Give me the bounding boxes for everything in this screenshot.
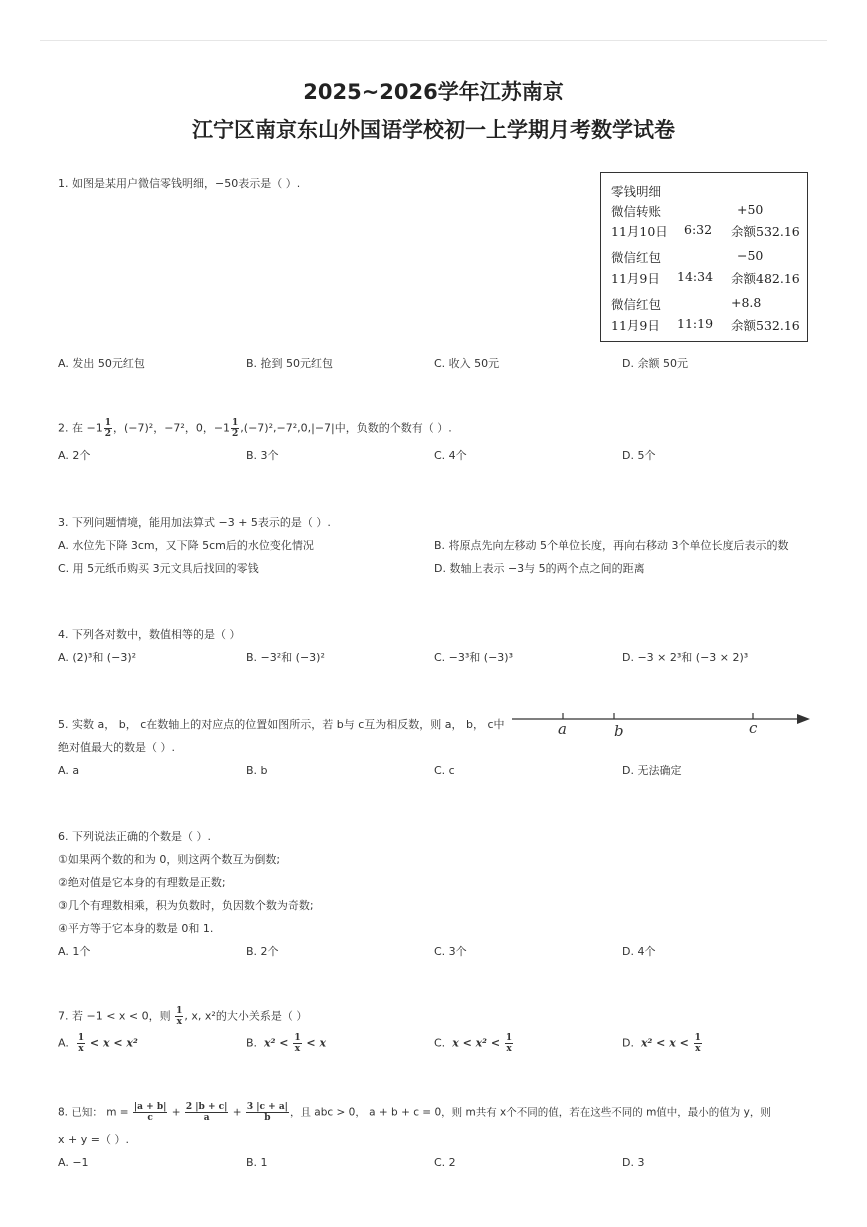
q3-option-d[interactable]: D. 数轴上表示 −3与 5的两个点之间的距离 bbox=[434, 562, 645, 575]
wallet-header: 零钱明细 bbox=[611, 184, 662, 199]
q7-option-d[interactable]: D. x² < x < $\frac{1}{x}$ bbox=[622, 1033, 701, 1054]
question-2-text bbox=[58, 418, 452, 439]
q1-option-c[interactable]: C. 收入 50元 bbox=[434, 357, 500, 370]
q2-option-b[interactable]: B. 3个 bbox=[246, 449, 279, 462]
q7-prefix: 7. 若 −1 < x < 0，则 bbox=[58, 1009, 175, 1023]
q2-prefix: 2. 在 −1 bbox=[58, 421, 103, 435]
page-title-line-2: 江宁区南京东山外国语学校初一上学期月考数学试卷 bbox=[192, 118, 675, 142]
wallet-row-2-time: 14:34 bbox=[677, 269, 714, 284]
q6-statement-3: ③几个有理数相乘，积为负数时，负因数个数为奇数; bbox=[58, 899, 314, 912]
q8-fraction-3: $\frac{3 |c + a|}{b}$ bbox=[246, 1102, 288, 1123]
q7-suffix: , x, x²的大小关系是（ ） bbox=[184, 1009, 308, 1023]
q7-option-b[interactable]: B. x² < $\frac{1}{x}$ < x bbox=[246, 1033, 327, 1054]
q8-option-c[interactable]: C. 2 bbox=[434, 1156, 456, 1169]
wallet-row-2-date: 11月9日 bbox=[611, 271, 660, 286]
q2-option-c[interactable]: C. 4个 bbox=[434, 449, 467, 462]
q6-option-b[interactable]: B. 2个 bbox=[246, 945, 279, 958]
wallet-row-1-balance: 余额532.16 bbox=[731, 224, 800, 239]
wallet-row-2-amount: −50 bbox=[737, 248, 764, 263]
q8-prefix: 8. 已知： m = bbox=[58, 1106, 132, 1119]
q7-option-c[interactable]: C. x < x² < $\frac{1}{x}$ bbox=[434, 1033, 513, 1054]
q1-option-d[interactable]: D. 余额 50元 bbox=[622, 357, 688, 370]
top-divider bbox=[40, 40, 827, 41]
number-line-figure bbox=[510, 705, 815, 741]
question-8-text: 8. 已知： m = $\frac{|a + b|}{c}$ + $\frac{2 |b + c|}{a}$ + $\frac{3 |c + a|}{b}$ ，且 abc > 0， a + b + c = 0，则 m共有 x个不同的值，若在这些不同的 m值中，最小的值为 y，则 bbox=[58, 1102, 771, 1123]
label-c: c bbox=[749, 719, 758, 737]
wallet-row-1-amount: +50 bbox=[737, 202, 764, 217]
q2-fraction-1: $\frac{1}{2}$ bbox=[104, 418, 111, 439]
q6-option-d[interactable]: D. 4个 bbox=[622, 945, 656, 958]
q8-fraction-1: $\frac{|a + b|}{c}$ bbox=[133, 1102, 167, 1123]
wallet-row-2-name: 微信红包 bbox=[611, 250, 662, 265]
page-title-line-1: 2025~2026学年江苏南京 bbox=[303, 80, 564, 104]
question-6-text: 6. 下列说法正确的个数是（ ）. bbox=[58, 830, 211, 843]
wallet-detail-figure bbox=[600, 172, 808, 342]
q5-option-c[interactable]: C. c bbox=[434, 764, 455, 777]
q4-option-b[interactable]: B. −3²和 (−3)² bbox=[246, 651, 325, 664]
label-b: b bbox=[614, 722, 624, 740]
wallet-row-1-time: 6:32 bbox=[684, 222, 713, 237]
wallet-row-3-time: 11:19 bbox=[677, 316, 714, 331]
q1-option-b[interactable]: B. 抢到 50元红包 bbox=[246, 357, 334, 370]
question-5-line-2: 绝对值最大的数是（ ）. bbox=[58, 741, 175, 754]
wallet-row-3-name: 微信红包 bbox=[611, 297, 662, 312]
question-1-text: 1. 如图是某用户微信零钱明细，−50表示是（ ）. bbox=[58, 177, 301, 190]
q4-option-d[interactable]: D. −3 × 2³和 (−3 × 2)³ bbox=[622, 651, 749, 664]
q2-option-a[interactable]: A. 2个 bbox=[58, 449, 91, 462]
q8-suffix: ，且 abc > 0， a + b + c = 0，则 m共有 x个不同的值，若在这些不同的 m值中，最小的值为 y，则 bbox=[289, 1106, 771, 1119]
q6-option-a[interactable]: A. 1个 bbox=[58, 945, 91, 958]
q6-statement-4: ④平方等于它本身的数是 0和 1. bbox=[58, 922, 214, 935]
wallet-row-1-date: 11月10日 bbox=[611, 224, 668, 239]
q2-tail: ,(−7)²,−7²,0,|−7|中，负数的个数有（ ）. bbox=[240, 421, 452, 435]
wallet-row-3-amount: +8.8 bbox=[731, 295, 762, 310]
question-8-line-2: x + y =（ ）. bbox=[58, 1133, 129, 1146]
wallet-row-3-balance: 余额532.16 bbox=[731, 318, 800, 333]
question-5-line-1: 5. 实数 a， b， c在数轴上的对应点的位置如图所示，若 b与 c互为相反数，则 a， b， c中 bbox=[58, 718, 505, 731]
q2-option-d[interactable]: D. 5个 bbox=[622, 449, 656, 462]
q4-option-a[interactable]: A. (2)³和 (−3)² bbox=[58, 651, 137, 664]
question-4-text: 4. 下列各对数中，数值相等的是（ ） bbox=[58, 628, 241, 641]
q8-option-d[interactable]: D. 3 bbox=[622, 1156, 645, 1169]
question-3-text: 3. 下列问题情境，能用加法算式 −3 + 5表示的是（ ）. bbox=[58, 516, 331, 529]
q4-option-c[interactable]: C. −3³和 (−3)³ bbox=[434, 651, 514, 664]
wallet-row-3-date: 11月9日 bbox=[611, 318, 660, 333]
q1-option-a[interactable]: A. 发出 50元红包 bbox=[58, 357, 145, 370]
q3-option-a[interactable]: A. 水位先下降 3cm，又下降 5cm后的水位变化情况 bbox=[58, 539, 314, 552]
wallet-row-1-name: 微信转账 bbox=[611, 204, 662, 219]
q6-statement-2: ②绝对值是它本身的有理数是正数; bbox=[58, 876, 226, 889]
q8-option-a[interactable]: A. −1 bbox=[58, 1156, 89, 1169]
q6-statement-1: ①如果两个数的和为 0，则这两个数互为倒数; bbox=[58, 853, 281, 866]
q5-option-a[interactable]: A. a bbox=[58, 764, 80, 777]
q8-option-b[interactable]: B. 1 bbox=[246, 1156, 268, 1169]
q5-option-b[interactable]: B. b bbox=[246, 764, 268, 777]
q7-fraction: $\frac{1}{x}$ bbox=[176, 1006, 183, 1027]
q2-middle: ，(−7)²，−7²，0，−1 bbox=[112, 421, 231, 435]
q6-option-c[interactable]: C. 3个 bbox=[434, 945, 467, 958]
q3-option-b[interactable]: B. 将原点先向左移动 5个单位长度，再向右移动 3个单位长度后表示的数 bbox=[434, 539, 789, 552]
q8-fraction-2: $\frac{2 |b + c|}{a}$ bbox=[185, 1102, 228, 1123]
label-a: a bbox=[558, 720, 567, 738]
q7-option-a[interactable]: A. $\frac{1}{x}$ < x < x² bbox=[58, 1033, 138, 1054]
question-7-text bbox=[58, 1006, 307, 1027]
q3-option-c[interactable]: C. 用 5元纸币购买 3元文具后找回的零钱 bbox=[58, 562, 259, 575]
q5-option-d[interactable]: D. 无法确定 bbox=[622, 764, 682, 777]
q2-fraction-2: $\frac{1}{2}$ bbox=[232, 418, 239, 439]
number-line-arrow bbox=[797, 714, 810, 724]
wallet-row-2-balance: 余额482.16 bbox=[731, 271, 800, 286]
